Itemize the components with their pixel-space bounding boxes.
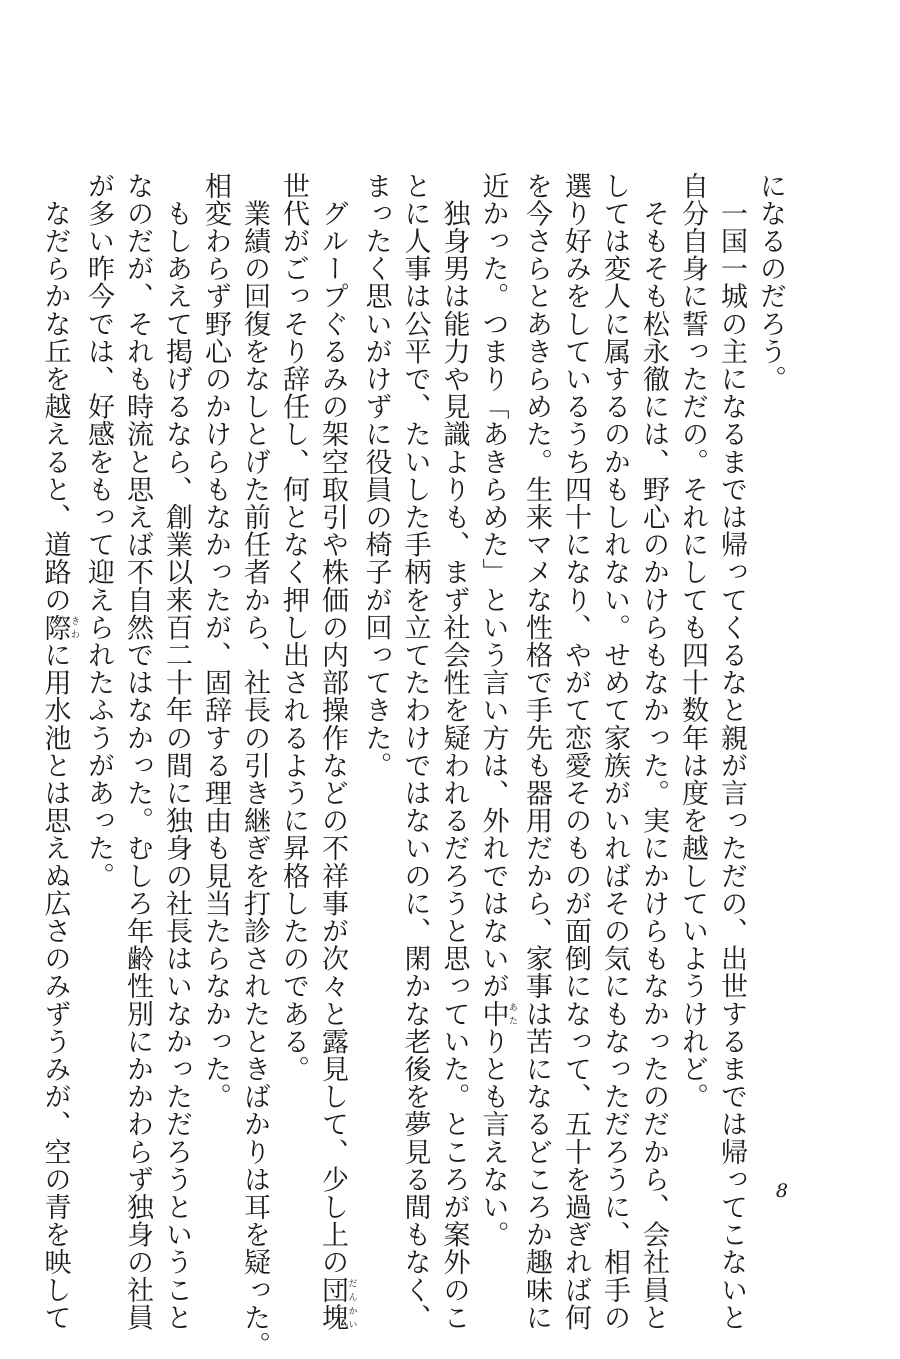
text-segment: りとも言えない。	[477, 1027, 509, 1249]
ruby-base: 中	[477, 1000, 509, 1028]
ruby-reading: きわ	[69, 613, 79, 642]
ruby-reading: あた	[507, 1000, 517, 1028]
text-line: まったく思いがけずに役員の椅子が回ってきた。	[360, 172, 392, 780]
text-line: 業績の回復をなしとげた前任者から、社長の引き継ぎを打診されたときばかりは耳を疑った。	[239, 172, 270, 1359]
text-line: 相変わらず野心のかけらもなかったが、固辞する理由も見当たらなかった。	[200, 172, 231, 1111]
ruby-annotation	[477, 1000, 517, 1028]
ruby-reading: だんかい	[346, 1276, 357, 1332]
text-line: 世代がごっそり辞任し、何となく押し出されるように昇格したのである。	[278, 172, 309, 1083]
text-line: 自分自身に誓っただの。それにしても四十数年は度を越していようけれど。	[677, 172, 708, 1111]
text-line: 選り好みをしているうち四十になり、やがて恋愛そのものが面倒になって、五十を過ぎれば何	[560, 172, 591, 1332]
text-line: しては変人に属するのかもしれない。せめて家族がいればその気にもなっただろうに、相手の	[599, 172, 630, 1332]
text-line: を今さらとあきらめた。生来マメな性格で手先も器用だから、家事は苦になるどころか趣味に	[521, 172, 552, 1332]
text-line: になるのだろう。	[755, 172, 786, 393]
text-line: もしあえて掲げるなら、創業以来百二十年の間に独身の社長はいなかっただろうということ	[161, 172, 192, 1332]
ruby-base: 団塊	[317, 1276, 348, 1332]
page-number: 8	[775, 1180, 788, 1202]
text-segment: グループぐるみの架空取引や株価の内部操作などの不祥事が次々と露見して、少し上の	[317, 172, 348, 1276]
ruby-annotation	[39, 613, 79, 642]
text-line	[36, 172, 80, 1332]
text-segment: 近かった。つまり「あきらめた」という言い方は、外れではないが	[477, 172, 509, 1000]
ruby-base: 際	[39, 613, 71, 642]
ruby-annotation	[317, 1276, 357, 1332]
text-line: とに人事は公平で、たいした手柄を立てたわけではないのに、閑かな老後を夢見る間もなく、	[399, 172, 431, 1332]
text-segment: に用水池とは思えぬ広さのみずうみが、空の青を映して	[39, 641, 71, 1332]
text-line: なのだが、それも時流と思えば不自然ではなかった。むしろ年齢性別にかかわらず独身の社員	[122, 172, 153, 1332]
text-line	[474, 172, 518, 1249]
text-line	[313, 172, 357, 1332]
vertical-text-body	[39, 172, 790, 1359]
text-line: 一国一城の主になるまでは帰ってくるなと親が言っただの、出世するまでは帰ってこないと	[716, 172, 747, 1332]
text-line: が多い昨今では、好感をもって迎えられたふうがあった。	[83, 172, 114, 890]
text-line: そもそも松永徹には、野心のかけらもなかった。実にかけらもなかったのだから、会社員と	[638, 172, 669, 1332]
text-segment: なだらかな丘を越えると、道路の	[39, 172, 71, 614]
text-line: 独身男は能力や見識よりも、まず社会性を疑われるだろうと思っていた。ところが案外のこ	[438, 172, 470, 1332]
